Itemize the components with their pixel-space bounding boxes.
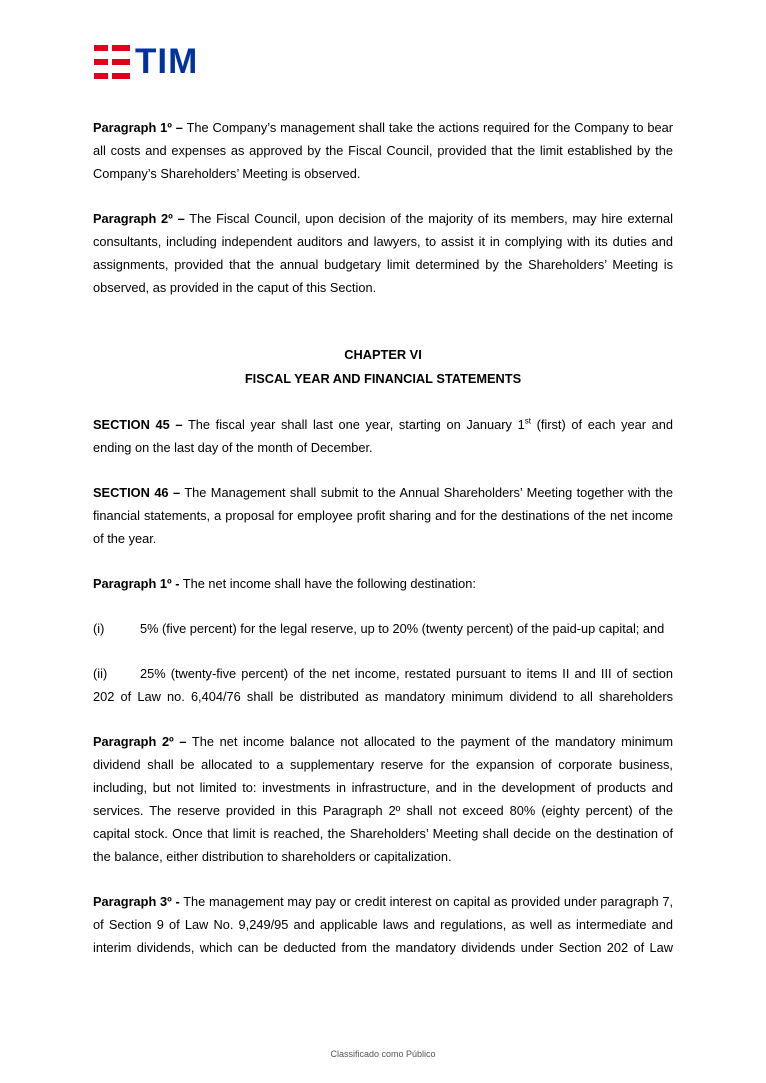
- section-45-lead: SECTION 45 –: [93, 417, 183, 432]
- tim-logo: [94, 44, 198, 80]
- logo-text: TIM: [135, 42, 199, 81]
- paragraph-2: [93, 207, 673, 299]
- paragraph-1-text: The Company’s management shall take the actions required for the Company to bear all costs and expenses as approved by the Fiscal Council, provided that the limit established by the Company’s Shareholders’ Meeting is observed.: [93, 120, 673, 181]
- section-45-text-b: (first) of each year and ending on the last day of the month of December.: [93, 417, 673, 455]
- paragraph-1-lead: Paragraph 1º –: [93, 120, 183, 135]
- list-item-ii-number: (ii): [93, 666, 108, 681]
- section-46-paragraph-1: [93, 572, 673, 595]
- paragraph-2-text: The Fiscal Council, upon decision of the majority of its members, may hire external consultants, including independent auditors and lawyers, to assist it in complying with its duties and assignments, provided that the annual budgetary limit determined by the Shareholders’ Meeting is observed, as provided in the caput of this Section.: [93, 211, 673, 295]
- section-46-text: The Management shall submit to the Annual Shareholders’ Meeting together with the financial statements, a proposal for employee profit sharing and for the destinations of the net income of the year.: [93, 485, 673, 546]
- section-46-paragraph-2-lead: Paragraph 2º –: [93, 734, 187, 749]
- section-46-paragraph-3-text: The management may pay or credit interest on capital as provided under paragraph 7, of Section 9 of Law No. 9,249/95 and applicable laws and regulations, as well as intermediate and interim dividends, which can be deducted from the mandatory dividends under Section 202 of Law: [93, 894, 673, 955]
- footer-classification: Classificado como Público: [330, 1049, 436, 1059]
- document-body: [93, 116, 673, 959]
- section-45-sup: st: [524, 416, 531, 426]
- list-item-i: [93, 617, 673, 640]
- section-45: [93, 413, 673, 459]
- list-item-ii-text-b: 202 of Law no. 6,404/76 shall be distributed as mandatory minimum dividend to all shareholders: [93, 689, 673, 704]
- chapter-subtitle: FISCAL YEAR AND FINANCIAL STATEMENTS: [244, 371, 522, 386]
- section-46-paragraph-2: [93, 730, 673, 868]
- list-item-ii-text-a: 25% (twenty-five percent) of the net income, restated pursuant to items II and III of section: [140, 666, 673, 681]
- section-46-paragraph-3-lead: Paragraph 3º -: [93, 894, 180, 909]
- list-item-ii: [93, 662, 673, 685]
- tim-logo-mark-icon: [94, 45, 130, 79]
- section-45-text-a: The fiscal year shall last one year, starting on January 1: [182, 417, 525, 432]
- chapter-title: CHAPTER VI: [344, 347, 422, 362]
- section-46-paragraph-3: [93, 890, 673, 959]
- section-46-paragraph-2-text: The net income balance not allocated to the payment of the mandatory minimum dividend shall be allocated to a supplementary reserve for the expansion of corporate business, including, but not limited to: investments in infrastructure, and in the development of products and services. The reserve provided in this Paragraph 2º shall not exceed 80% (eighty percent) of the capital stock. Once that limit is reached, the Shareholders’ Meeting shall decide on the destination of the balance, either distribution to shareholders or capitalization.: [93, 734, 673, 864]
- list-item-i-number: (i): [93, 621, 105, 636]
- section-46-paragraph-1-lead: Paragraph 1º -: [93, 576, 180, 591]
- section-46: [93, 481, 673, 550]
- list-item-i-text: 5% (five percent) for the legal reserve, up to 20% (twenty percent) of the paid-up capital; and: [140, 621, 665, 636]
- paragraph-1: [93, 116, 673, 185]
- section-46-lead: SECTION 46 –: [93, 485, 181, 500]
- paragraph-2-lead: Paragraph 2º –: [93, 211, 185, 226]
- section-46-paragraph-1-text: The net income shall have the following destination:: [179, 576, 476, 591]
